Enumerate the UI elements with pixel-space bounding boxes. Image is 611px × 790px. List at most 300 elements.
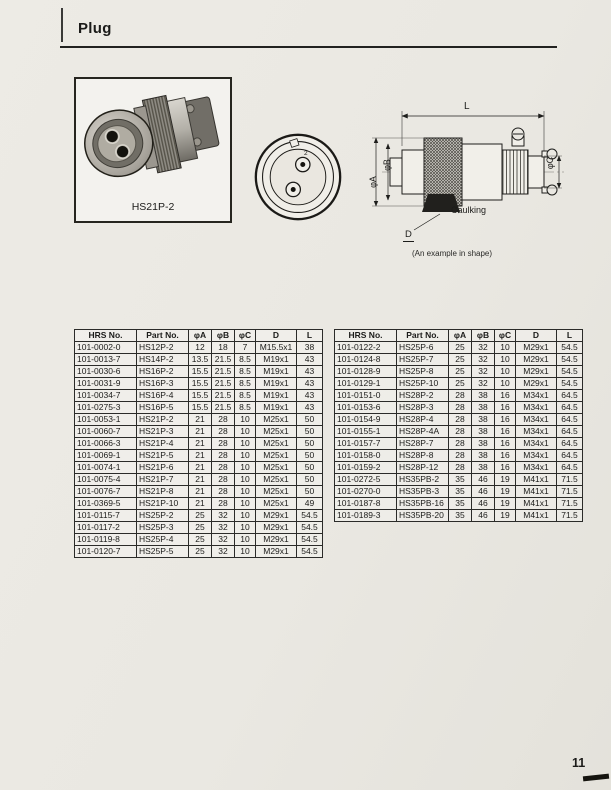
- table-cell: 49: [297, 498, 323, 510]
- table-cell: 50: [297, 414, 323, 426]
- table-cell: 50: [297, 462, 323, 474]
- table-cell: 71.5: [557, 474, 583, 486]
- table-cell: M34x1: [516, 414, 557, 426]
- table-cell: 16: [495, 402, 516, 414]
- table-cell: 10: [235, 438, 256, 450]
- table-cell: HS28P-4: [397, 414, 449, 426]
- table-cell: 35: [449, 510, 472, 522]
- table-cell: 54.5: [297, 546, 323, 558]
- table-cell: HS21P-2: [137, 414, 189, 426]
- table-row: [335, 474, 583, 486]
- table-row: [335, 426, 583, 438]
- table-cell: 101-0120-7: [75, 546, 137, 558]
- table-cell: 8.5: [235, 378, 256, 390]
- table-cell: 21.5: [212, 402, 235, 414]
- table-cell: M34x1: [516, 426, 557, 438]
- table-cell: 101-0155-1: [335, 426, 397, 438]
- table-cell: 21.5: [212, 354, 235, 366]
- table-cell: 43: [297, 354, 323, 366]
- table-cell: M19x1: [256, 390, 297, 402]
- column-header: D: [516, 330, 557, 342]
- dimension-label-l: L: [464, 101, 470, 112]
- table-row: [335, 414, 583, 426]
- table-cell: HS25P-8: [397, 366, 449, 378]
- table-cell: 28: [449, 438, 472, 450]
- table-cell: 25: [449, 342, 472, 354]
- table-cell: 21: [189, 462, 212, 474]
- column-header: D: [256, 330, 297, 342]
- column-header: HRS No.: [335, 330, 397, 342]
- table-cell: 21.5: [212, 378, 235, 390]
- table-cell: 101-0187-8: [335, 498, 397, 510]
- table-cell: 38: [472, 438, 495, 450]
- table-cell: 15.5: [189, 390, 212, 402]
- product-photo-box: [74, 77, 232, 223]
- table-cell: M25x1: [256, 474, 297, 486]
- table-cell: M29x1: [516, 342, 557, 354]
- table-cell: 71.5: [557, 498, 583, 510]
- dimension-label-phi-c: φC: [545, 156, 556, 170]
- dimension-label-d: D: [405, 229, 412, 240]
- table-cell: 21: [189, 474, 212, 486]
- table-cell: 21: [189, 498, 212, 510]
- table-cell: HS28P-12: [397, 462, 449, 474]
- table-cell: HS35PB-16: [397, 498, 449, 510]
- table-cell: HS25P-6: [397, 342, 449, 354]
- table-cell: 25: [449, 378, 472, 390]
- table-cell: 25: [449, 354, 472, 366]
- table-cell: 16: [495, 462, 516, 474]
- table-row: [75, 402, 323, 414]
- table-header-row: [335, 330, 583, 342]
- table-row: [75, 474, 323, 486]
- table-cell: M29x1: [516, 354, 557, 366]
- table-cell: M29x1: [256, 534, 297, 546]
- table-cell: M25x1: [256, 486, 297, 498]
- table-cell: HS35PB-20: [397, 510, 449, 522]
- table-cell: M29x1: [516, 378, 557, 390]
- table-cell: 64.5: [557, 390, 583, 402]
- table-row: [75, 510, 323, 522]
- spec-table-right: [334, 329, 583, 522]
- table-cell: 28: [449, 426, 472, 438]
- table-cell: 21: [189, 414, 212, 426]
- table-cell: 101-0031-9: [75, 378, 137, 390]
- column-header: φC: [495, 330, 516, 342]
- column-header: φA: [449, 330, 472, 342]
- table-cell: 28: [212, 474, 235, 486]
- table-cell: HS21P-7: [137, 474, 189, 486]
- table-cell: 15.5: [189, 378, 212, 390]
- column-header: Part No.: [137, 330, 189, 342]
- table-cell: 64.5: [557, 450, 583, 462]
- table-cell: 21: [189, 486, 212, 498]
- table-cell: 101-0129-1: [335, 378, 397, 390]
- table-cell: 28: [449, 390, 472, 402]
- table-row: [75, 426, 323, 438]
- table-cell: 32: [472, 354, 495, 366]
- table-row: [75, 522, 323, 534]
- table-cell: HS25P-4: [137, 534, 189, 546]
- table-cell: 101-0053-1: [75, 414, 137, 426]
- table-cell: 50: [297, 438, 323, 450]
- table-cell: 50: [297, 450, 323, 462]
- table-row: [335, 510, 583, 522]
- table-cell: 50: [297, 474, 323, 486]
- table-cell: 38: [472, 450, 495, 462]
- table-cell: 54.5: [297, 510, 323, 522]
- column-header: φA: [189, 330, 212, 342]
- table-cell: 64.5: [557, 426, 583, 438]
- table-cell: 10: [235, 426, 256, 438]
- table-row: [335, 498, 583, 510]
- table-cell: 32: [212, 522, 235, 534]
- table-cell: 28: [212, 426, 235, 438]
- table-cell: 19: [495, 486, 516, 498]
- table-cell: 8.5: [235, 366, 256, 378]
- table-cell: 16: [495, 450, 516, 462]
- table-cell: M29x1: [256, 522, 297, 534]
- table-cell: 12: [189, 342, 212, 354]
- table-cell: 101-0075-4: [75, 474, 137, 486]
- table-cell: 28: [212, 414, 235, 426]
- table-row: [335, 390, 583, 402]
- dimension-label-phi-b: φB: [381, 159, 392, 171]
- column-header: HRS No.: [75, 330, 137, 342]
- table-row: [75, 534, 323, 546]
- table-cell: 64.5: [557, 462, 583, 474]
- table-cell: 43: [297, 402, 323, 414]
- table-cell: 35: [449, 486, 472, 498]
- table-row: [75, 498, 323, 510]
- table-cell: M15.5x1: [256, 342, 297, 354]
- table-cell: HS25P-2: [137, 510, 189, 522]
- table-cell: 54.5: [297, 534, 323, 546]
- table-cell: 38: [472, 390, 495, 402]
- table-cell: 35: [449, 498, 472, 510]
- table-cell: 54.5: [297, 522, 323, 534]
- table-cell: 101-0270-0: [335, 486, 397, 498]
- table-cell: 10: [495, 378, 516, 390]
- table-cell: 38: [472, 426, 495, 438]
- table-row: [335, 342, 583, 354]
- table-cell: 101-0158-0: [335, 450, 397, 462]
- table-cell: 15.5: [189, 402, 212, 414]
- table-row: [335, 462, 583, 474]
- table-cell: HS12P-2: [137, 342, 189, 354]
- table-cell: M34x1: [516, 462, 557, 474]
- table-row: [335, 402, 583, 414]
- table-cell: 46: [472, 510, 495, 522]
- table-cell: 35: [449, 474, 472, 486]
- table-cell: 19: [495, 474, 516, 486]
- table-cell: 101-0189-3: [335, 510, 397, 522]
- table-cell: 16: [495, 438, 516, 450]
- table-cell: M29x1: [516, 366, 557, 378]
- table-cell: HS21P-8: [137, 486, 189, 498]
- page-title: Plug: [78, 20, 112, 37]
- table-cell: M25x1: [256, 426, 297, 438]
- table-cell: 10: [235, 486, 256, 498]
- table-cell: HS16P-5: [137, 402, 189, 414]
- table-cell: 10: [235, 474, 256, 486]
- column-header: L: [297, 330, 323, 342]
- column-header: φB: [212, 330, 235, 342]
- front-view-drawing: [252, 131, 344, 223]
- table-row: [75, 450, 323, 462]
- table-cell: 101-0060-7: [75, 426, 137, 438]
- table-cell: HS16P-4: [137, 390, 189, 402]
- table-cell: M41x1: [516, 510, 557, 522]
- table-cell: 101-0153-6: [335, 402, 397, 414]
- table-cell: HS25P-7: [397, 354, 449, 366]
- table-cell: 10: [495, 366, 516, 378]
- table-cell: 101-0066-3: [75, 438, 137, 450]
- table-cell: 50: [297, 486, 323, 498]
- table-cell: 46: [472, 474, 495, 486]
- table-row: [335, 486, 583, 498]
- table-cell: 101-0157-7: [335, 438, 397, 450]
- column-header: φB: [472, 330, 495, 342]
- table-row: [75, 354, 323, 366]
- table-cell: 21.5: [212, 390, 235, 402]
- table-cell: HS28P-7: [397, 438, 449, 450]
- table-header-row: [75, 330, 323, 342]
- table-cell: 18: [212, 342, 235, 354]
- table-cell: 19: [495, 510, 516, 522]
- table-cell: 32: [472, 378, 495, 390]
- table-cell: HS28P-4A: [397, 426, 449, 438]
- table-cell: 15.5: [189, 366, 212, 378]
- table-cell: 43: [297, 366, 323, 378]
- spec-table-left: [74, 329, 323, 558]
- table-cell: 10: [235, 510, 256, 522]
- table-cell: 71.5: [557, 510, 583, 522]
- table-cell: 38: [472, 462, 495, 474]
- table-row: [75, 378, 323, 390]
- table-cell: 101-0076-7: [75, 486, 137, 498]
- table-cell: 16: [495, 426, 516, 438]
- table-cell: 7: [235, 342, 256, 354]
- table-cell: 101-0002-0: [75, 342, 137, 354]
- table-cell: 25: [189, 510, 212, 522]
- table-row: [335, 354, 583, 366]
- table-row: [75, 342, 323, 354]
- example-caption: (An example in shape): [412, 249, 493, 258]
- table-cell: 64.5: [557, 414, 583, 426]
- table-cell: 10: [235, 462, 256, 474]
- table-cell: 28: [212, 450, 235, 462]
- table-cell: 101-0117-2: [75, 522, 137, 534]
- table-cell: 101-0119-8: [75, 534, 137, 546]
- table-row: [75, 546, 323, 558]
- table-cell: M19x1: [256, 402, 297, 414]
- table-cell: 101-0275-3: [75, 402, 137, 414]
- table-row: [335, 378, 583, 390]
- table-cell: 10: [235, 522, 256, 534]
- table-cell: 21.5: [212, 366, 235, 378]
- table-cell: HS25P-10: [397, 378, 449, 390]
- table-cell: HS21P-4: [137, 438, 189, 450]
- table-cell: M41x1: [516, 474, 557, 486]
- table-cell: 101-0154-9: [335, 414, 397, 426]
- table-cell: 25: [449, 366, 472, 378]
- column-header: φC: [235, 330, 256, 342]
- table-cell: 32: [212, 510, 235, 522]
- table-cell: 10: [235, 534, 256, 546]
- table-cell: 54.5: [557, 378, 583, 390]
- table-cell: 101-0122-2: [335, 342, 397, 354]
- table-cell: 101-0151-0: [335, 390, 397, 402]
- table-cell: 28: [212, 498, 235, 510]
- table-cell: 54.5: [557, 366, 583, 378]
- table-cell: 101-0115-7: [75, 510, 137, 522]
- table-cell: HS16P-2: [137, 366, 189, 378]
- table-cell: M29x1: [256, 546, 297, 558]
- table-cell: 28: [449, 414, 472, 426]
- table-cell: HS21P-6: [137, 462, 189, 474]
- table-cell: M25x1: [256, 438, 297, 450]
- table-cell: 43: [297, 378, 323, 390]
- table-row: [75, 366, 323, 378]
- table-cell: 38: [472, 402, 495, 414]
- table-cell: M29x1: [256, 510, 297, 522]
- table-cell: 13.5: [189, 354, 212, 366]
- table-cell: 21: [189, 438, 212, 450]
- table-cell: HS25P-3: [137, 522, 189, 534]
- table-cell: HS35PB-2: [397, 474, 449, 486]
- table-cell: HS35PB-3: [397, 486, 449, 498]
- table-cell: 101-0128-9: [335, 366, 397, 378]
- table-cell: 46: [472, 486, 495, 498]
- table-cell: M41x1: [516, 486, 557, 498]
- dimension-label-phi-a: φA: [367, 176, 378, 188]
- table-cell: HS21P-5: [137, 450, 189, 462]
- page-number: 11: [572, 756, 586, 770]
- table-cell: 28: [449, 462, 472, 474]
- table-cell: 16: [495, 414, 516, 426]
- table-cell: 71.5: [557, 486, 583, 498]
- scan-edge-mark: [61, 8, 63, 42]
- table-row: [75, 438, 323, 450]
- table-cell: HS28P-8: [397, 450, 449, 462]
- table-cell: 101-0159-2: [335, 462, 397, 474]
- table-cell: HS21P-10: [137, 498, 189, 510]
- pin-number-label: 2: [304, 150, 308, 157]
- table-cell: 28: [449, 402, 472, 414]
- table-row: [75, 486, 323, 498]
- table-cell: 32: [472, 366, 495, 378]
- table-cell: 8.5: [235, 354, 256, 366]
- column-header: Part No.: [397, 330, 449, 342]
- table-cell: 25: [189, 534, 212, 546]
- table-cell: 28: [212, 486, 235, 498]
- table-row: [75, 462, 323, 474]
- table-cell: 54.5: [557, 354, 583, 366]
- connector-photo-illustration: [76, 81, 230, 193]
- table-cell: 10: [495, 342, 516, 354]
- side-view-drawing: [362, 98, 567, 248]
- table-cell: M41x1: [516, 498, 557, 510]
- table-cell: 64.5: [557, 402, 583, 414]
- table-cell: M34x1: [516, 450, 557, 462]
- table-cell: 19: [495, 498, 516, 510]
- table-cell: 101-0272-5: [335, 474, 397, 486]
- table-cell: HS21P-3: [137, 426, 189, 438]
- table-row: [335, 366, 583, 378]
- table-cell: 38: [297, 342, 323, 354]
- table-cell: 101-0074-1: [75, 462, 137, 474]
- table-cell: 8.5: [235, 402, 256, 414]
- table-row: [335, 438, 583, 450]
- table-cell: 43: [297, 390, 323, 402]
- table-cell: 64.5: [557, 438, 583, 450]
- table-row: [75, 414, 323, 426]
- table-cell: M25x1: [256, 462, 297, 474]
- table-cell: 101-0124-8: [335, 354, 397, 366]
- table-cell: 21: [189, 426, 212, 438]
- table-cell: 10: [495, 354, 516, 366]
- table-cell: 101-0034-7: [75, 390, 137, 402]
- table-cell: M19x1: [256, 366, 297, 378]
- table-cell: M25x1: [256, 498, 297, 510]
- table-cell: 101-0013-7: [75, 354, 137, 366]
- table-cell: 28: [449, 450, 472, 462]
- table-cell: 32: [212, 534, 235, 546]
- table-cell: HS16P-3: [137, 378, 189, 390]
- table-cell: 28: [212, 462, 235, 474]
- table-cell: 54.5: [557, 342, 583, 354]
- table-cell: HS28P-2: [397, 390, 449, 402]
- table-cell: 32: [212, 546, 235, 558]
- table-cell: 28: [212, 438, 235, 450]
- table-cell: 25: [189, 522, 212, 534]
- table-cell: M19x1: [256, 378, 297, 390]
- table-cell: 8.5: [235, 390, 256, 402]
- table-cell: HS25P-5: [137, 546, 189, 558]
- table-cell: 25: [189, 546, 212, 558]
- scan-artifact: [583, 774, 609, 782]
- table-cell: 101-0369-5: [75, 498, 137, 510]
- table-row: [335, 450, 583, 462]
- table-cell: M25x1: [256, 414, 297, 426]
- caulking-label: Caulking: [451, 205, 487, 215]
- table-cell: 10: [235, 450, 256, 462]
- title-rule: [60, 46, 557, 48]
- table-cell: 101-0069-1: [75, 450, 137, 462]
- table-cell: 16: [495, 390, 516, 402]
- table-cell: M19x1: [256, 354, 297, 366]
- table-cell: 10: [235, 498, 256, 510]
- table-cell: M34x1: [516, 390, 557, 402]
- photo-caption: HS21P-2: [131, 201, 175, 213]
- table-cell: M25x1: [256, 450, 297, 462]
- table-row: [75, 390, 323, 402]
- table-cell: 50: [297, 426, 323, 438]
- table-cell: 10: [235, 414, 256, 426]
- table-cell: 21: [189, 450, 212, 462]
- table-cell: 46: [472, 498, 495, 510]
- table-cell: HS14P-2: [137, 354, 189, 366]
- table-cell: 101-0030-6: [75, 366, 137, 378]
- column-header: L: [557, 330, 583, 342]
- table-cell: 38: [472, 414, 495, 426]
- table-cell: 10: [235, 546, 256, 558]
- table-cell: HS28P-3: [397, 402, 449, 414]
- table-cell: M34x1: [516, 402, 557, 414]
- table-cell: M34x1: [516, 438, 557, 450]
- table-cell: 32: [472, 342, 495, 354]
